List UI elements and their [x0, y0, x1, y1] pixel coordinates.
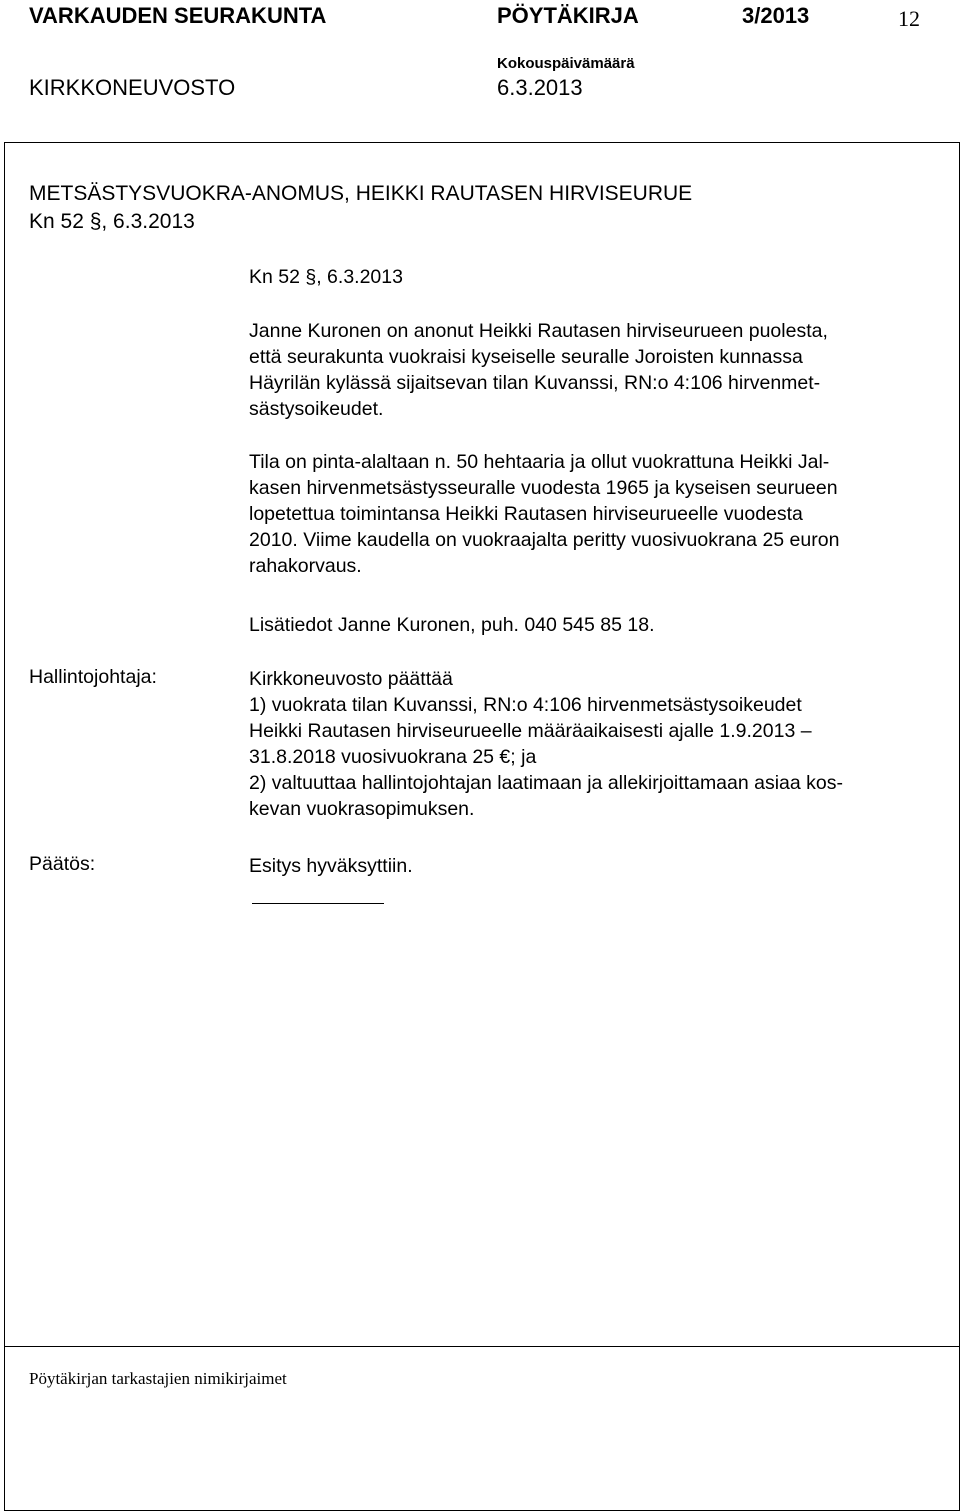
body-name: KIRKKONEUVOSTO	[29, 75, 236, 100]
paragraph-line: Tila on pinta-alaltaan n. 50 hehtaaria ja ollut vuokrattuna Heikki Jal-	[249, 451, 830, 473]
meeting-date: 6.3.2013	[497, 75, 583, 100]
date-label: Kokouspäivämäärä	[497, 55, 635, 72]
paragraph-line: Häyrilän kylässä sijaitsevan tilan Kuvanssi, RN:o 4:106 hirvenmet-	[249, 372, 821, 394]
proposal-line: Heikki Rautasen hirviseurueelle määräaikaisesti ajalle 1.9.2013 –	[249, 720, 812, 742]
decision-text: Esitys hyväksyttiin.	[249, 855, 413, 877]
paragraph-property	[249, 449, 954, 579]
paragraph-contact: Lisätiedot Janne Kuronen, puh. 040 545 85 18.	[249, 614, 655, 636]
decision-label: Päätös:	[29, 853, 96, 875]
proposal-label: Hallintojohtaja:	[29, 666, 157, 688]
paragraph-line: Janne Kuronen on anonut Heikki Rautasen hirviseurueen puolesta,	[249, 320, 828, 342]
paragraph-line: rahakorvaus.	[249, 555, 362, 577]
paragraph-line: että seurakunta vuokraisi kyseiselle seuralle Joroisten kunnassa	[249, 346, 803, 368]
paragraph-line: kasen hirvenmetsästysseuralle vuodesta 1965 ja kyseisen seurueen	[249, 477, 838, 499]
org-name: VARKAUDEN SEURAKUNTA	[29, 3, 327, 28]
section-title-ref: Kn 52 §, 6.3.2013	[29, 210, 195, 233]
section-ref: Kn 52 §, 6.3.2013	[249, 266, 403, 288]
closing-rule	[252, 903, 384, 904]
proposal-line: 31.8.2018 vuosivuokrana 25 €; ja	[249, 746, 537, 768]
paragraph-line: lopetettua toimintansa Heikki Rautasen hirviseurueelle vuodesta	[249, 503, 803, 525]
proposal-line: 2) valtuuttaa hallintojohtajan laatimaan ja allekirjoittamaan asiaa kos-	[249, 772, 844, 794]
section-title: METSÄSTYSVUOKRA-ANOMUS, HEIKKI RAUTASEN HIRVISEURUE	[29, 182, 693, 205]
doc-type: PÖYTÄKIRJA	[497, 3, 639, 28]
page-number: 12	[898, 6, 920, 31]
paragraph-line: sästysoikeudet.	[249, 398, 384, 420]
proposal-line: Kirkkoneuvosto päättää	[249, 668, 453, 690]
paragraph-application	[249, 318, 954, 422]
paragraph-line: 2010. Viime kaudella on vuokraajalta peritty vuosivuokrana 25 euron	[249, 529, 840, 551]
proposal-line: kevan vuokrasopimuksen.	[249, 798, 475, 820]
proposal-text	[249, 666, 954, 822]
doc-number: 3/2013	[742, 3, 810, 28]
proposal-line: 1) vuokrata tilan Kuvanssi, RN:o 4:106 hirvenmetsästysoikeudet	[249, 694, 802, 716]
signatures-label: Pöytäkirjan tarkastajien nimikirjaimet	[29, 1369, 287, 1388]
